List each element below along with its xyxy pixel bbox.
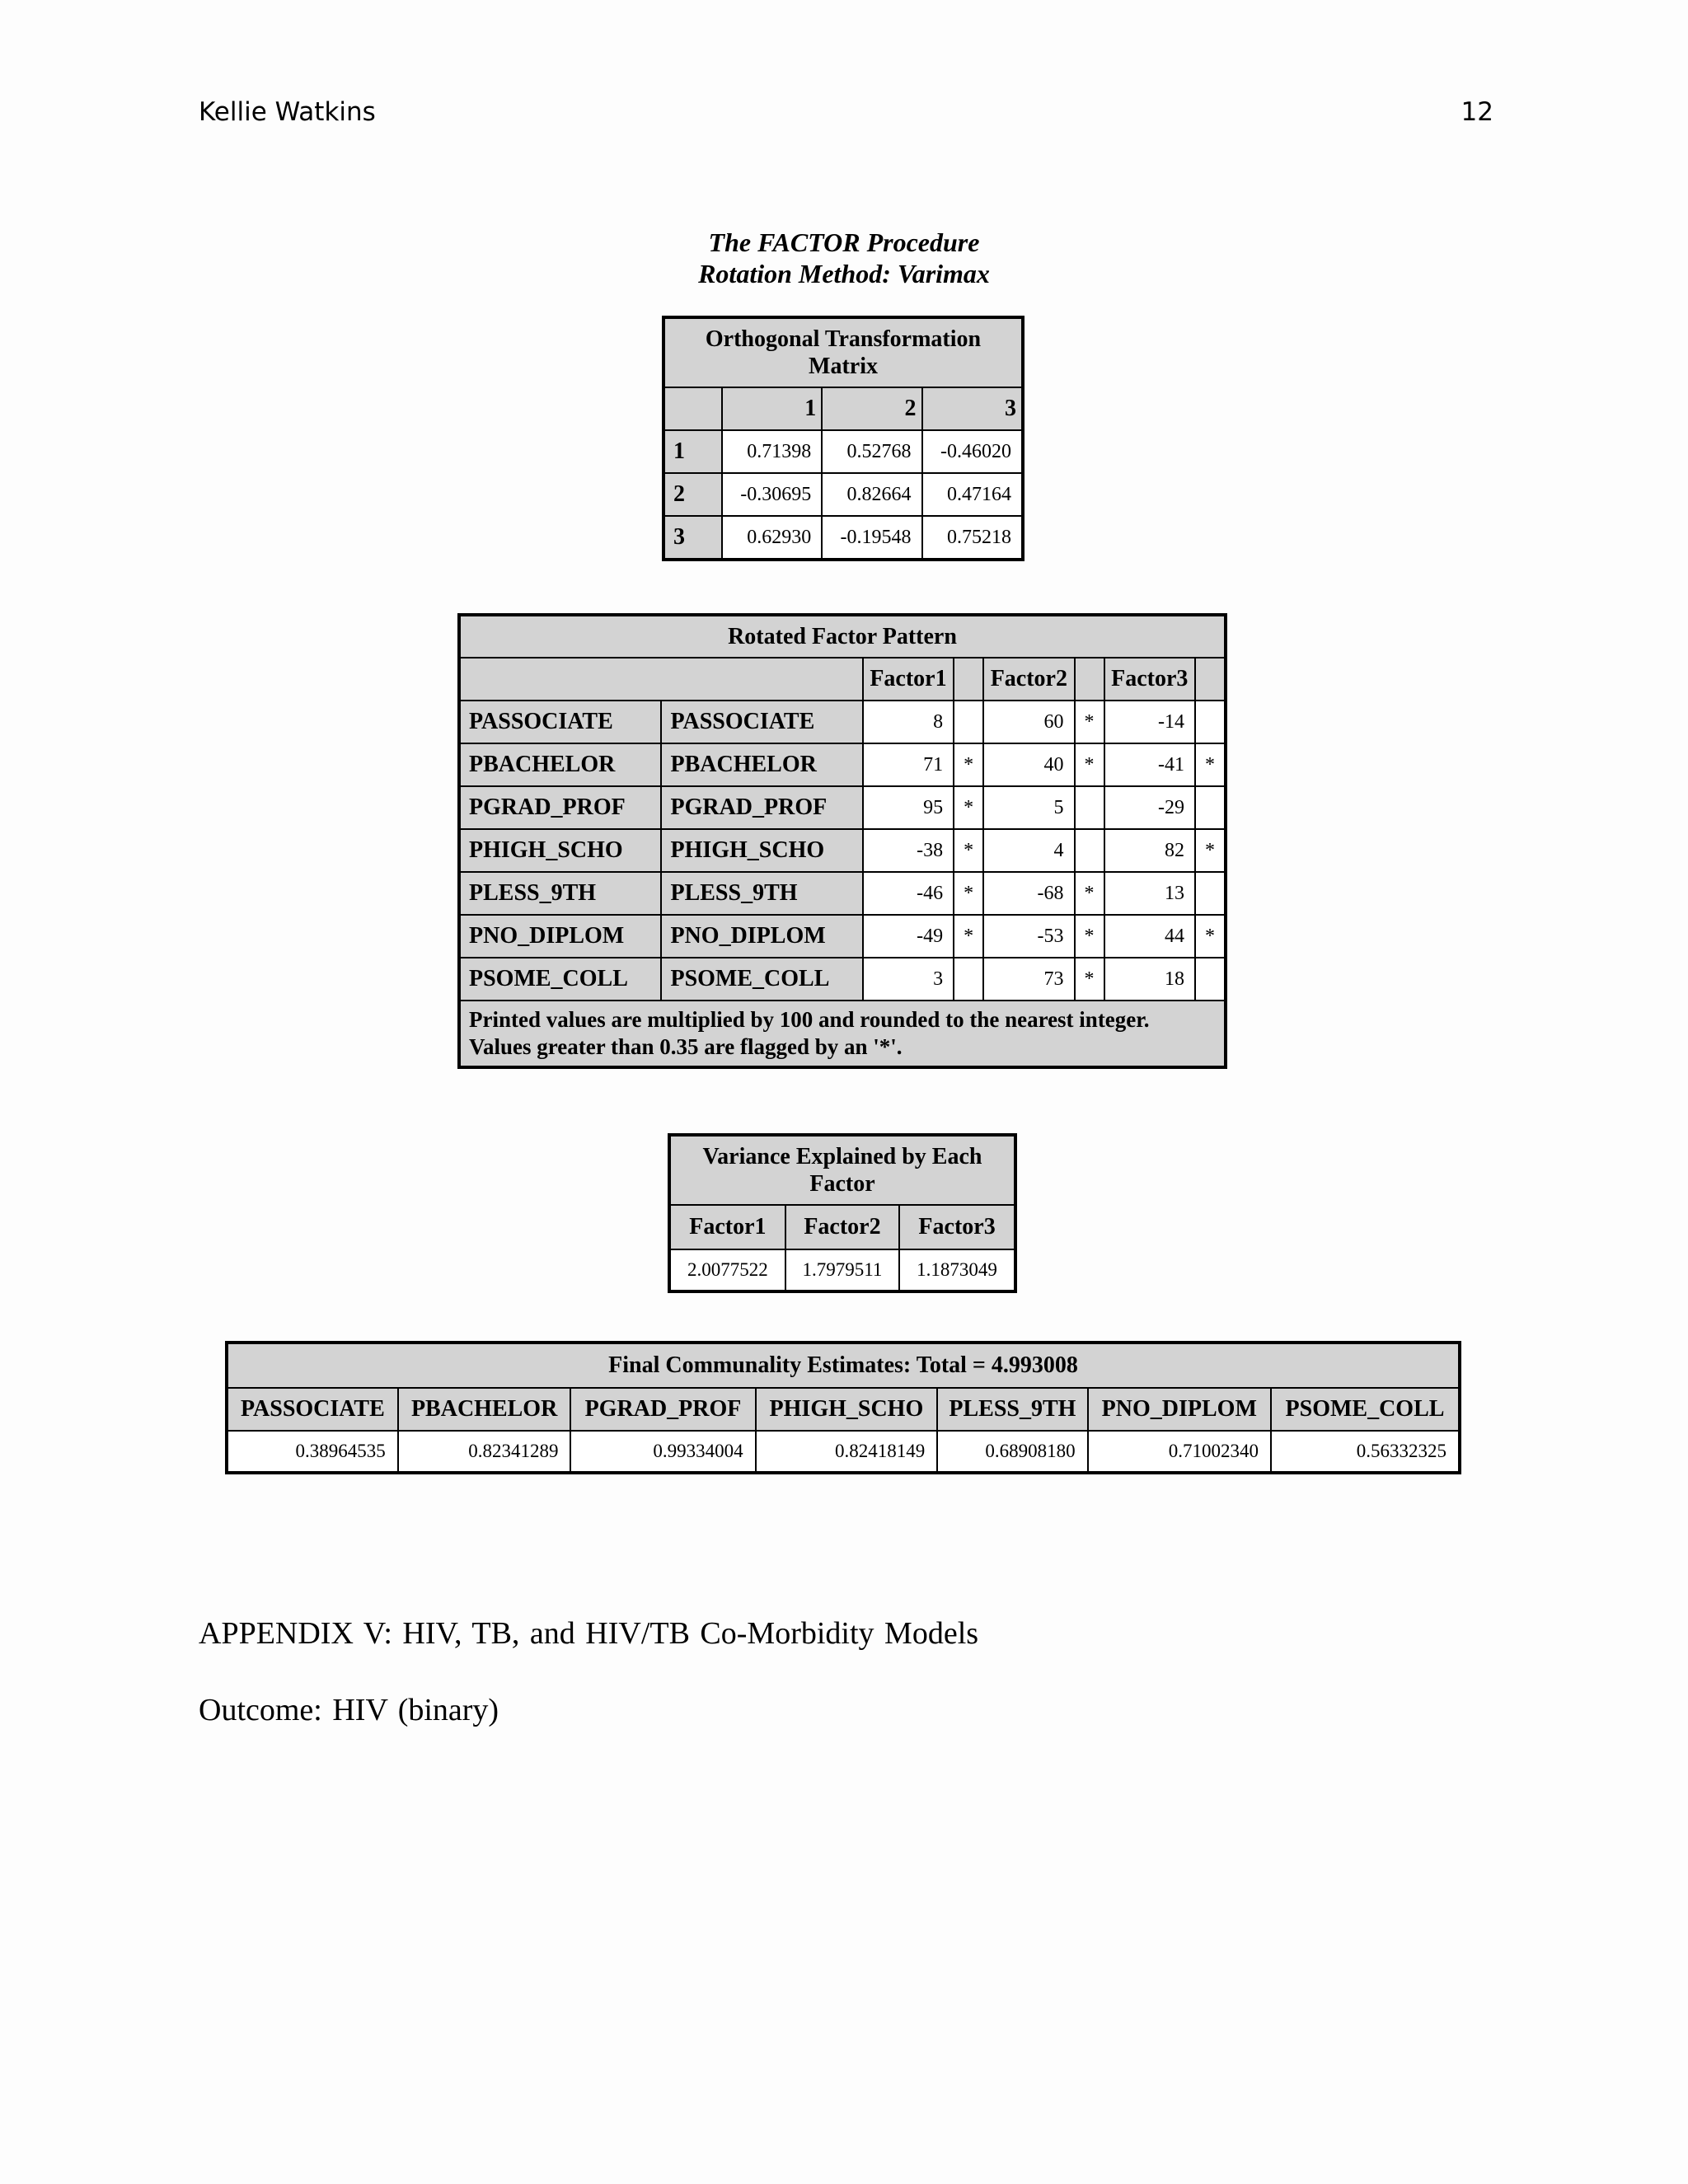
flag-cell: *	[954, 829, 983, 872]
communality-estimates-table	[225, 1341, 1461, 1474]
loading-cell: 18	[1104, 958, 1195, 1001]
loading-cell: -38	[863, 829, 954, 872]
column-header: 3	[922, 387, 1024, 430]
table-row	[459, 915, 1226, 958]
communality-cell: 0.38964535	[227, 1431, 398, 1473]
loading-cell: 8	[863, 701, 954, 743]
variance-explained-table	[668, 1133, 1017, 1293]
column-header: PGRAD_PROF	[570, 1388, 755, 1431]
communality-cell: 0.68908180	[937, 1431, 1087, 1473]
flag-column-header	[954, 658, 983, 701]
page-number: 12	[1461, 97, 1493, 127]
column-header: Factor1	[863, 658, 954, 701]
column-header: PLESS_9TH	[937, 1388, 1087, 1431]
table-row	[459, 958, 1226, 1001]
flag-cell	[954, 958, 983, 1001]
variable-name: PNO_DIPLOM	[459, 915, 661, 958]
flag-column-header	[1195, 658, 1226, 701]
variable-label: PASSOCIATE	[661, 701, 862, 743]
table-row	[459, 829, 1226, 872]
matrix-cell: 0.82664	[822, 473, 921, 516]
orthogonal-transformation-matrix-table	[662, 316, 1025, 561]
variable-name: PASSOCIATE	[459, 701, 661, 743]
flag-cell: *	[1195, 915, 1226, 958]
flag-cell: *	[954, 915, 983, 958]
variable-name: PGRAD_PROF	[459, 786, 661, 829]
loading-cell: -41	[1104, 743, 1195, 786]
column-header: Factor2	[785, 1205, 899, 1249]
matrix-cell: 0.47164	[922, 473, 1024, 516]
table-row	[459, 701, 1226, 743]
table-row	[663, 516, 1023, 560]
table-row	[459, 743, 1226, 786]
loading-cell: -68	[983, 872, 1074, 915]
loading-cell: -29	[1104, 786, 1195, 829]
loading-cell: 3	[863, 958, 954, 1001]
matrix-cell: 0.52768	[822, 430, 921, 473]
flag-cell	[1075, 786, 1104, 829]
variable-label: PGRAD_PROF	[661, 786, 862, 829]
flag-cell: *	[1075, 915, 1104, 958]
matrix-cell: 0.75218	[922, 516, 1024, 560]
row-header: 1	[663, 430, 722, 473]
flag-cell: *	[1075, 872, 1104, 915]
variable-label: PHIGH_SCHO	[661, 829, 862, 872]
flag-column-header	[1075, 658, 1104, 701]
loading-cell: 82	[1104, 829, 1195, 872]
loading-cell: 95	[863, 786, 954, 829]
table-row	[663, 473, 1023, 516]
outcome-line: Outcome: HIV (binary)	[199, 1693, 499, 1727]
loading-cell: 73	[983, 958, 1074, 1001]
matrix-cell: -0.30695	[722, 473, 822, 516]
flag-cell: *	[1075, 701, 1104, 743]
footnote-line: Printed values are multiplied by 100 and rounded to the nearest integer.	[469, 1007, 1150, 1032]
variable-label: PBACHELOR	[661, 743, 862, 786]
column-header: PBACHELOR	[398, 1388, 571, 1431]
table-title: Variance Explained by Each Factor	[669, 1135, 1015, 1205]
loading-cell: 5	[983, 786, 1074, 829]
communality-cell: 0.71002340	[1088, 1431, 1271, 1473]
variable-name: PSOME_COLL	[459, 958, 661, 1001]
table-row	[227, 1431, 1460, 1473]
column-header: PSOME_COLL	[1271, 1388, 1460, 1431]
matrix-cell: -0.46020	[922, 430, 1024, 473]
communality-cell: 0.82418149	[756, 1431, 938, 1473]
flag-cell: *	[1075, 958, 1104, 1001]
column-header: 2	[822, 387, 921, 430]
table-row	[459, 786, 1226, 829]
loading-cell: 13	[1104, 872, 1195, 915]
flag-cell: *	[954, 743, 983, 786]
rotated-factor-pattern-table	[457, 613, 1227, 1069]
flag-cell	[1195, 701, 1226, 743]
column-header: 1	[722, 387, 822, 430]
table-title: Final Communality Estimates: Total = 4.993008	[227, 1343, 1460, 1388]
loading-cell: 60	[983, 701, 1074, 743]
loading-cell: 44	[1104, 915, 1195, 958]
variable-name: PLESS_9TH	[459, 872, 661, 915]
loading-cell: -14	[1104, 701, 1195, 743]
variable-name: PBACHELOR	[459, 743, 661, 786]
flag-cell	[1195, 958, 1226, 1001]
variance-cell: 1.7979511	[785, 1249, 899, 1291]
flag-cell: *	[1195, 829, 1226, 872]
corner-cell	[663, 387, 722, 430]
column-header: Factor3	[1104, 658, 1195, 701]
flag-cell: *	[1195, 743, 1226, 786]
communality-cell: 0.82341289	[398, 1431, 571, 1473]
column-header: PNO_DIPLOM	[1088, 1388, 1271, 1431]
footnote-line: Values greater than 0.35 are flagged by an '*'.	[469, 1034, 903, 1059]
variable-label: PLESS_9TH	[661, 872, 862, 915]
column-header: Factor1	[669, 1205, 785, 1249]
variable-name: PHIGH_SCHO	[459, 829, 661, 872]
row-header: 3	[663, 516, 722, 560]
flag-cell	[954, 701, 983, 743]
flag-cell: *	[1075, 743, 1104, 786]
row-header: 2	[663, 473, 722, 516]
communality-cell: 0.99334004	[570, 1431, 755, 1473]
flag-cell	[1195, 872, 1226, 915]
loading-cell: -46	[863, 872, 954, 915]
table-row	[459, 872, 1226, 915]
running-header-author: Kellie Watkins	[199, 97, 376, 127]
column-header: Factor2	[983, 658, 1074, 701]
procedure-title: The FACTOR Procedure	[708, 227, 980, 257]
corner-cell	[459, 658, 863, 701]
flag-cell	[1195, 786, 1226, 829]
flag-cell	[1075, 829, 1104, 872]
variance-cell: 1.1873049	[899, 1249, 1015, 1291]
rotation-method: Rotation Method: Varimax	[698, 259, 990, 288]
flag-cell: *	[954, 786, 983, 829]
matrix-cell: 0.62930	[722, 516, 822, 560]
matrix-cell: -0.19548	[822, 516, 921, 560]
loading-cell: 4	[983, 829, 1074, 872]
variable-label: PNO_DIPLOM	[661, 915, 862, 958]
flag-cell: *	[954, 872, 983, 915]
column-header: PASSOCIATE	[227, 1388, 398, 1431]
table-row	[669, 1249, 1015, 1291]
variance-cell: 2.0077522	[669, 1249, 785, 1291]
column-header: Factor3	[899, 1205, 1015, 1249]
loading-cell: 40	[983, 743, 1074, 786]
column-header: PHIGH_SCHO	[756, 1388, 938, 1431]
loading-cell: -53	[983, 915, 1074, 958]
appendix-heading: APPENDIX V: HIV, TB, and HIV/TB Co-Morbidity Models	[199, 1616, 979, 1651]
matrix-cell: 0.71398	[722, 430, 822, 473]
loading-cell: -49	[863, 915, 954, 958]
procedure-title-block	[0, 227, 1688, 289]
table-row	[663, 430, 1023, 473]
communality-cell: 0.56332325	[1271, 1431, 1460, 1473]
table-footnote	[459, 1001, 1226, 1067]
table-title: Rotated Factor Pattern	[459, 615, 1226, 658]
loading-cell: 71	[863, 743, 954, 786]
table-title: Orthogonal Transformation Matrix	[663, 317, 1023, 387]
variable-label: PSOME_COLL	[661, 958, 862, 1001]
